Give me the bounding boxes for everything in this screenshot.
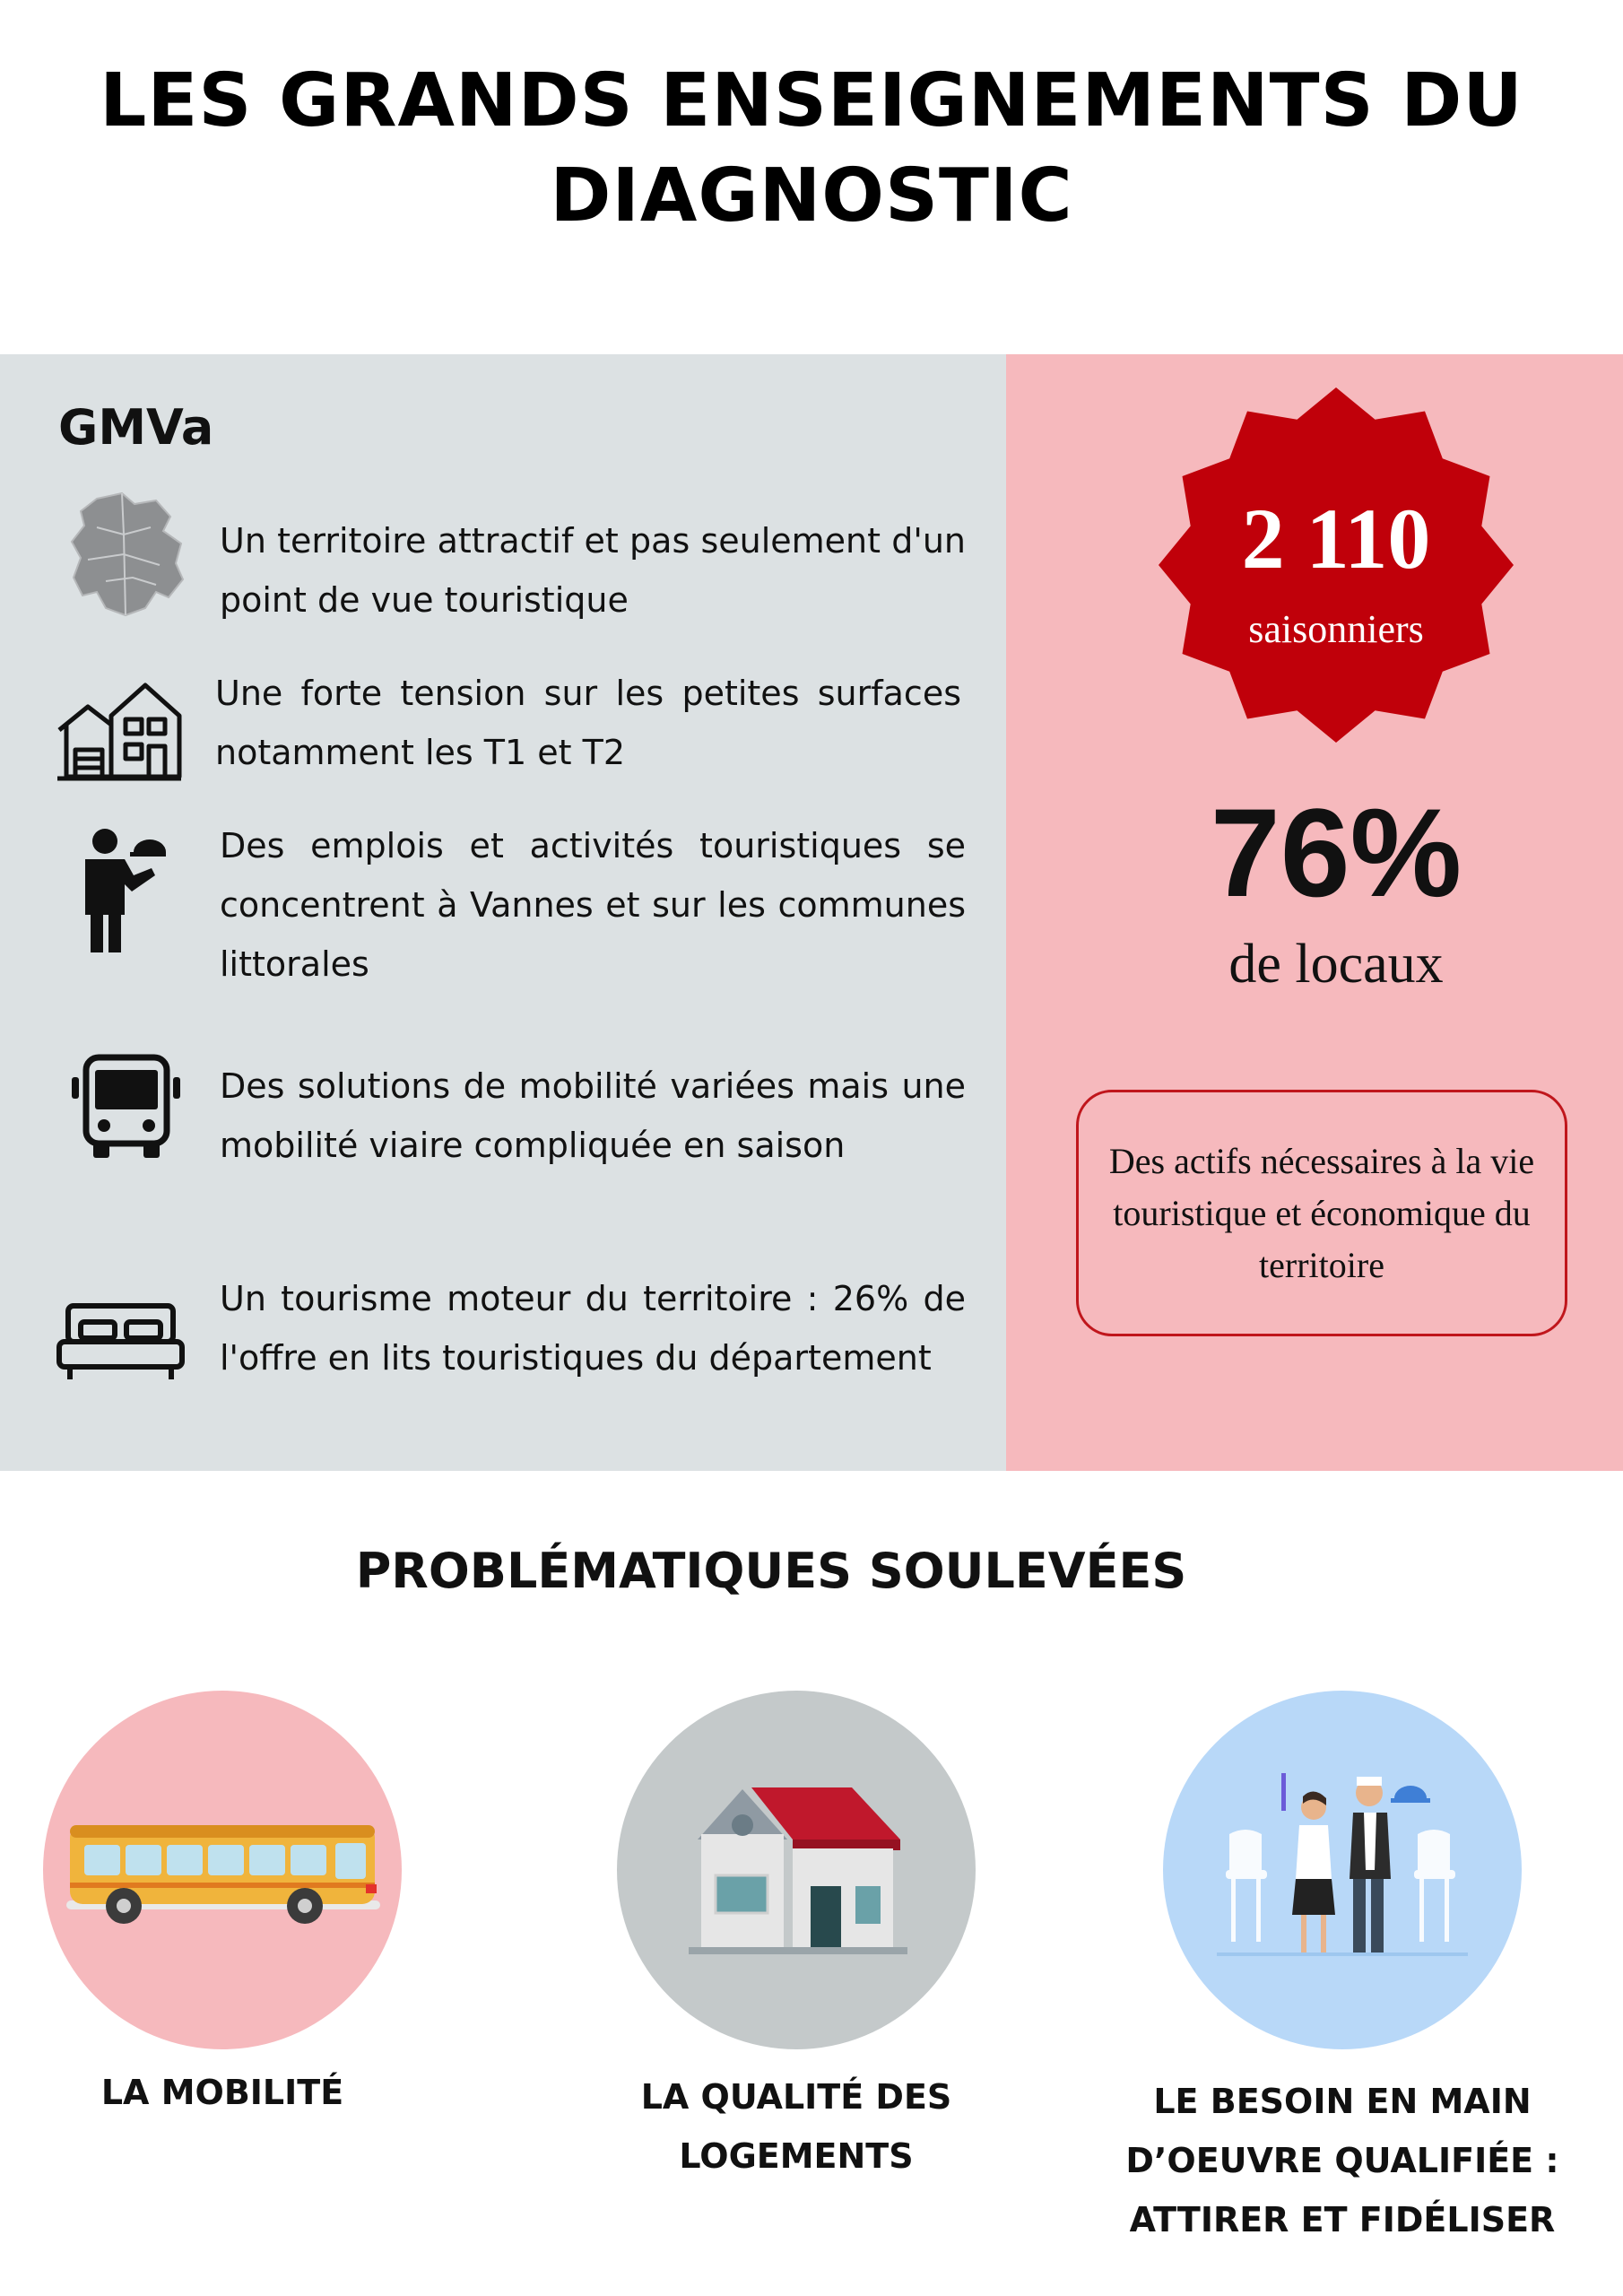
issues-title: PROBLÉMATIQUES SOULEVÉES [355,1543,1187,1599]
bus-illustration [43,1691,402,2049]
mobility-circle [43,1691,402,2049]
workforce-circle [1163,1691,1522,2049]
issue-label-workforce [1109,2072,1575,2249]
title-line-2: DIAGNOSTIC [550,153,1073,239]
issue-label-line: LA QUALITÉ DES [640,2077,952,2117]
finding-text-5: Un tourisme moteur du territoire : 26% de l'offre en lits touristiques du département [220,1279,966,1378]
issue-label-line: LA MOBILITÉ [100,2073,344,2112]
page-title [0,54,1623,244]
finding-text-4: Des solutions de mobilité variées mais une mobilité viaire compliquée en saison [220,1066,966,1165]
bed-icon [56,1302,186,1383]
bus-icon [70,1054,182,1161]
seasonal-workers-label: saisonniers [1248,607,1424,651]
issue-label-line: D’OEUVRE QUALIFIÉE : [1125,2141,1559,2180]
local-percent: 76% [1210,782,1462,923]
finding-text-2: Une forte tension sur les petites surfaces notamment les T1 et T2 [215,674,961,772]
finding-text-3: Des emplois et activités touristiques se concentrent à Vannes et sur les communes littorales [220,826,966,984]
map-icon [70,491,187,622]
note-text: Des actifs nécessaires à la vie touristique et économique du territoire [1108,1140,1535,1285]
title-line-1: LES GRANDS ENSEIGNEMENTS DU [100,58,1523,144]
seasonal-workers-count: 2 110 [1241,491,1431,587]
issue-label-line: LOGEMENTS [679,2136,914,2176]
issue-label-mobility [43,2063,402,2122]
housing-circle [617,1691,976,2049]
issue-label-line: LE BESOIN EN MAIN [1153,2082,1532,2121]
region-label: GMVa [58,399,214,456]
house-illustration [617,1691,976,2049]
finding-text-1: Un territoire attractif et pas seulement d'un point de vue touristique [220,521,966,620]
houses-icon [56,674,183,782]
local-percent-label: de locaux [1228,934,1444,995]
waiters-illustration [1163,1691,1522,2049]
note-box [1076,1090,1567,1336]
issue-label-line: ATTIRER ET FIDÉLISER [1129,2200,1556,2239]
issue-label-housing [617,2067,976,2186]
waiter-icon [76,825,166,955]
